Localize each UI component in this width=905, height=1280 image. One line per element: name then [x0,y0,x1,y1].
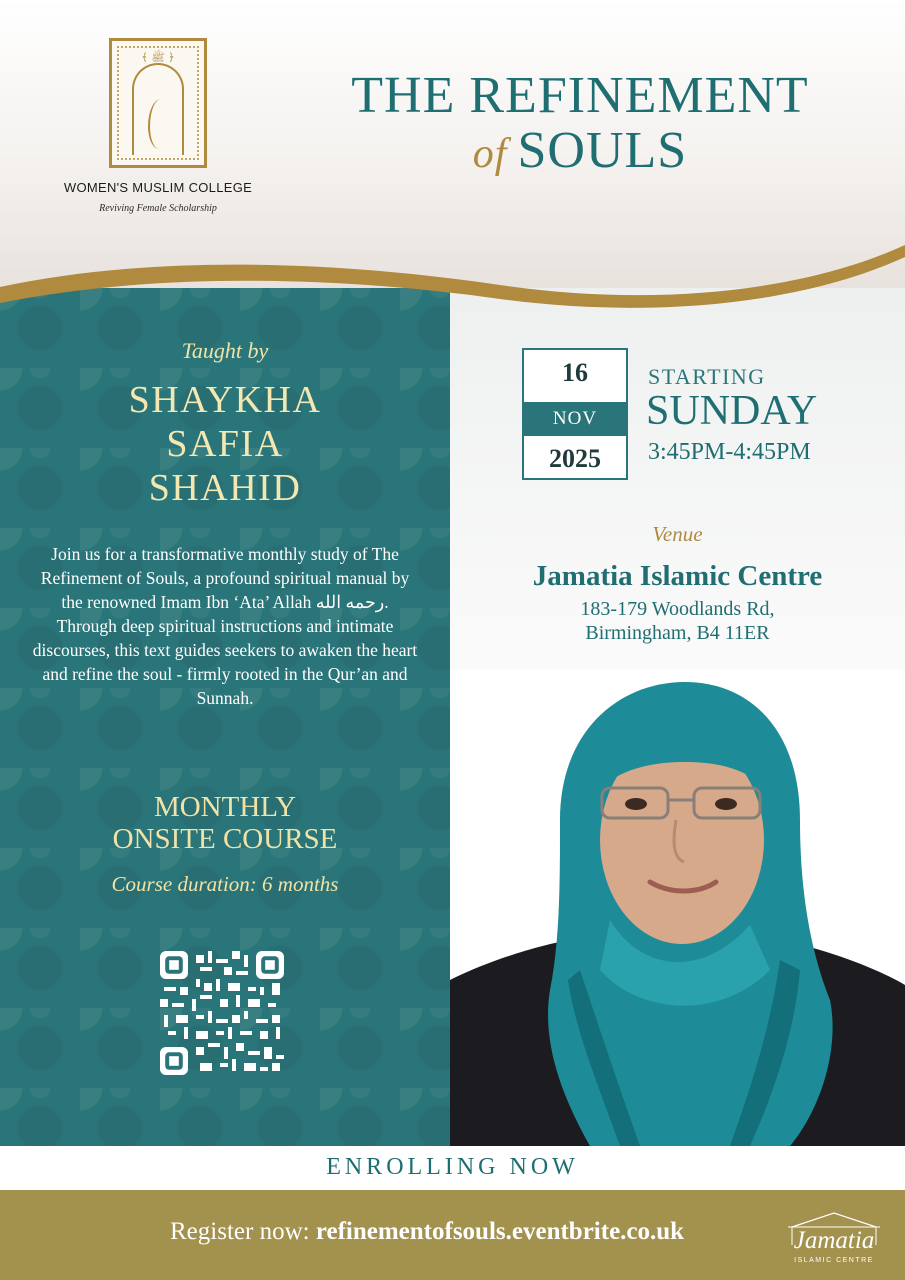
venue-address [450,597,905,645]
weekday: SUNDAY [646,388,818,434]
venue-address-line: 183-179 Woodlands Rd, [580,598,775,620]
qr-code[interactable] [160,951,284,1075]
college-logo [109,38,207,168]
title-of: of [472,131,508,177]
venue-name: Jamatia Islamic Centre [532,560,823,592]
teacher-name-line: SHAHID [148,467,302,509]
date-day: 16 [562,358,588,387]
register-url-link[interactable]: refinementofsouls.eventbrite.co.uk [315,1218,685,1245]
title-line-2 [300,122,860,179]
taught-by: Taught by [181,338,269,363]
venue-address-line: Birmingham, B4 11ER [585,622,770,644]
date-badge [522,348,628,480]
time-range: 3:45PM-4:45PM [648,439,811,465]
wave-divider [0,215,905,325]
course-type-line: MONTHLY [153,791,297,823]
course-type [0,791,450,855]
teacher-photo [450,670,905,1146]
register-prefix: Register now: [170,1218,310,1245]
enrolling-now: ENROLLING NOW [326,1154,579,1180]
starting-label: STARTING [648,364,766,389]
college-tagline: Reviving Female Scholarship [99,203,217,214]
title-souls: SOULS [517,122,688,179]
venue-label: Venue [652,522,703,546]
teacher-name [0,378,450,510]
jamatia-logo-subtext: ISLAMIC CENTRE [794,1257,874,1264]
college-name: WOMEN'S MUSLIM COLLEGE [63,180,253,195]
date-month: NOV [524,402,626,436]
jamatia-logo-text: Jamatia [793,1227,875,1254]
title-line-1: THE REFINEMENT [351,67,809,124]
arabic-calligraphy-icon: ﴾ ﷺ ﴿ [141,51,175,64]
teacher-name-line: SHAYKHA [128,379,322,421]
teacher-name-line: SAFIA [166,423,284,465]
course-duration: Course duration: 6 months [111,872,339,896]
woman-silhouette-icon [148,99,172,149]
register-line [170,1218,684,1246]
date-year: 2025 [549,444,601,473]
course-description: Join us for a transformative monthly study of The Refinement of Souls, a profound spiritual manual by the renowned Imam Ibn ‘Ata’ Allah رحمه الله. Through deep spiritual instructions and intimate discourses, this text guides seekers to awaken the heart and refine the soul - firmly rooted in the Qur’an and Sunnah. [32,544,418,708]
course-type-line: ONSITE COURSE [112,823,338,855]
